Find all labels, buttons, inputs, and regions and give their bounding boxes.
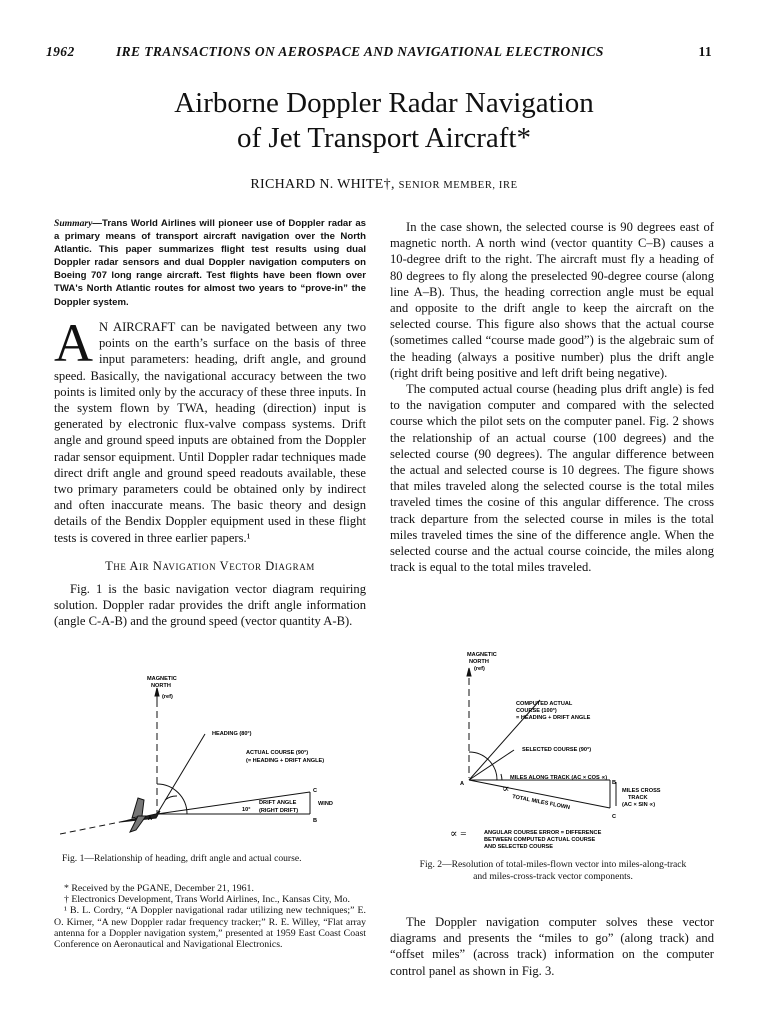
title-line-1: Airborne Doppler Radar Navigation — [174, 87, 594, 119]
right-paragraph-3: The Doppler navigation computer solves these vector diagrams and presents the “miles to go” (along track) and “offset miles” (across track) information on the computer control panel as shown in Fig. 3. — [390, 915, 714, 978]
fig2-north-2: NORTH — [469, 659, 489, 665]
figure-1-caption: Fig. 1—Relationship of heading, drift angle and actual course. — [62, 853, 302, 864]
fig2-selected: SELECTED COURSE (90°) — [522, 747, 592, 753]
fig2-legend-2: BETWEEN COMPUTED ACTUAL COURSE — [484, 837, 596, 843]
fig2-point-c: C — [612, 814, 617, 820]
fig1-ref: (ref) — [162, 694, 173, 700]
fig1-north-2: NORTH — [151, 683, 171, 689]
fig2-computed-1: COMPUTED ACTUAL — [516, 701, 573, 707]
summary-text: —Trans World Airlines will pioneer use of Doppler radar as a primary means of transport aircraft navigation over the North Atlantic. This paper summarizes flight test results using dual Doppler radar sensors and dual Doppler navigation computers on Boeing 707 long range aircraft. Test flights have been flown over TWA's North Atlantic routes for almost two years to “prove-in” the Doppler system. — [54, 218, 366, 308]
fig1-ten-degrees: 10° — [242, 807, 251, 813]
fig1-north-1: MAGNETIC — [147, 676, 177, 682]
fig2-computed-2: COURSE (100°) — [516, 708, 557, 714]
paper-title — [0, 86, 768, 156]
fig1-point-c: C — [313, 788, 318, 794]
running-header — [46, 44, 712, 62]
figure-1-diagram — [60, 672, 370, 842]
fig2-point-b: B — [612, 780, 617, 786]
footnote-affiliation: † Electronics Development, Trans World Airlines, Inc., Kansas City, Mo. — [64, 894, 351, 906]
fig1-wind: WIND — [318, 801, 333, 807]
page-number: 11 — [698, 44, 712, 59]
header-journal: IRE TRANSACTIONS ON AEROSPACE AND NAVIGATIONAL ELECTRONICS — [116, 44, 604, 59]
right-column — [390, 219, 714, 575]
fig2-along-track: MILES ALONG TRACK (AC × COS ∝) — [510, 775, 608, 781]
right-paragraph-2: The computed actual course (heading plus drift angle) is fed to the navigation computer and compared with the selected course which the pilot sets on the computer panel. Fig. 2 shows the relationship of an actual course (100 degrees) and the selected course (90 degrees). The angular difference between the actual and selected course is 10 degrees. The figure shows that miles traveled along the selected course is the total miles traveled times the cosine of this angular difference. The cross track departure from the selected course in miles is the total miles traveled times the sine of the difference angle. When the selected course and the actual course coincide, the miles along track is equal to the total miles traveled. — [390, 382, 714, 575]
fig2-caption-line-2: and miles-cross-track vector components. — [473, 870, 633, 882]
fig2-total-miles: TOTAL MILES FLOWN — [511, 794, 571, 812]
header-year: 1962 — [46, 44, 75, 59]
fig2-north-1: MAGNETIC — [467, 652, 497, 658]
summary — [54, 217, 366, 309]
footnote-references: ¹ B. L. Cordry, “A Doppler navigational radar utilizing new techniques;” E. O. Kirner, “A new Doppler radar frequency tracker;” R. E. Willey, “Flat array antenna for a Doppler navigation system,” presented at 1959 East Coast Coast Conference on Aeronautical and Navigational Electronics. — [54, 905, 366, 951]
fig1-actual-1: ACTUAL COURSE (90°) — [246, 750, 309, 756]
figure-2-caption — [390, 859, 716, 882]
footnote-received: * Received by the PGANE, December 21, 1961. — [64, 883, 254, 894]
fig2-computed-3: = HEADING + DRIFT ANGLE — [516, 715, 591, 721]
fig1-drift-1: DRIFT ANGLE — [259, 800, 297, 806]
right-column-bottom — [390, 914, 714, 979]
fig1-heading-label: HEADING (80°) — [212, 731, 252, 737]
right-paragraph-1: In the case shown, the selected course is 90 degrees east of magnetic north. A north wind (vector quantity C–B) causes a 10-degree drift to the right. The aircraft must fly a heading of 80 degrees to fly along the preselected 90-degree course (along line A–B). Thus, the heading correction angle must be equal and opposite to the drift angle to keep the aircraft on the selected course. This figure also shows that the actual course (sometimes called “course made good”) is the algebraic sum of the heading (always a positive number) plus the drift angle (right drift being positive and left drift being negative). — [390, 220, 714, 380]
fig2-legend-3: AND SELECTED COURSE — [484, 844, 553, 850]
fig2-legend-symbol: ∝ = — [450, 828, 467, 840]
left-column — [54, 313, 366, 630]
figure-2-diagram — [440, 648, 670, 858]
intro-paragraph — [54, 313, 366, 546]
author-name: RICHARD N. WHITE†, — [250, 177, 395, 192]
fig1-point-a: A — [148, 816, 153, 822]
fig2-ref: (ref) — [474, 666, 485, 672]
fig2-alpha: ∝ — [502, 783, 510, 795]
fig1-actual-2: (= HEADING + DRIFT ANGLE) — [246, 758, 325, 764]
drop-cap: A — [54, 313, 93, 373]
fig2-cross-1: MILES CROSS — [622, 788, 661, 794]
title-line-2: of Jet Transport Aircraft* — [237, 122, 531, 154]
author-line — [0, 177, 768, 193]
fig2-cross-3: (AC × SIN ∝) — [622, 802, 656, 808]
summary-label: Summary — [54, 218, 93, 229]
fig1-drift-2: (RIGHT DRIFT) — [259, 808, 299, 814]
left-paragraph-2: Fig. 1 is the basic navigation vector diagram requiring solution. Doppler radar provides the drift angle information (angle C-A-B) and the ground speed (vector quantity A-B). — [54, 582, 366, 629]
fig2-point-a: A — [460, 781, 465, 787]
section-heading: The Air Navigation Vector Diagram — [105, 558, 315, 573]
fig2-legend-1: ANGULAR COURSE ERROR = DIFFERENCE — [484, 830, 602, 836]
fig2-caption-line-1: Fig. 2—Resolution of total-miles-flown vector into miles-along-track — [419, 859, 687, 870]
fig1-point-b: B — [313, 818, 318, 824]
author-grade: SENIOR MEMBER, IRE — [398, 180, 518, 191]
intro-text: N AIRCRAFT can be navigated between any two points on the earth’s surface on the basis of three input parameters: heading, drift angle, and ground speed. Basically, the navigational accuracy between the two points is limited only by the accuracy of these three inputs. In the system flown by TWA, heading (direction) input is generated by electronic flux-valve compass systems. Drift angle and ground speed inputs are obtained from the Doppler radar sensor equipment. Until Doppler radar techniques made direct drift angle and ground speed readouts available, these two primary parameters could be obtained only by indirect and often inaccurate means. The basic theory and design details of the Bendix Doppler equipment used in these flight tests is covered in three earlier papers.¹ — [54, 320, 366, 545]
fig2-cross-2: TRACK — [628, 795, 648, 801]
footnotes — [54, 883, 366, 950]
